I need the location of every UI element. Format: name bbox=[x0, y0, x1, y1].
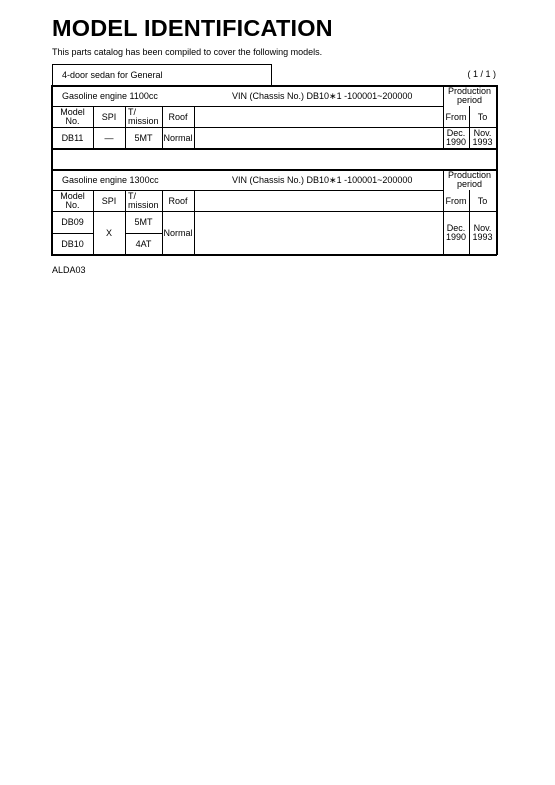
page-indicator: ( 1 / 1 ) bbox=[467, 69, 496, 79]
page-title: MODEL IDENTIFICATION bbox=[52, 15, 333, 41]
engine-label: Gasoline engine 1300cc bbox=[62, 175, 159, 185]
transmission-cell: 5MT bbox=[134, 217, 153, 227]
transmission-header: T/ mission bbox=[128, 107, 159, 126]
production-period-header: Production period bbox=[447, 170, 492, 189]
catalog-tab bbox=[52, 64, 272, 85]
to-header: To bbox=[477, 111, 488, 122]
to-header: To bbox=[477, 195, 488, 206]
spi-header: SPI bbox=[101, 195, 117, 206]
from-header: From bbox=[445, 195, 467, 206]
model-cell: DB10 bbox=[61, 238, 84, 249]
model-no-header: Model No. bbox=[60, 191, 85, 210]
intro-text: This parts catalog has been compiled to cover the following models. bbox=[52, 47, 323, 57]
from-header: From bbox=[445, 111, 467, 122]
catalog-tab-label: 4-door sedan for General bbox=[62, 70, 163, 80]
transmission-cell: 5MT bbox=[134, 132, 153, 143]
roof-header: Roof bbox=[168, 111, 188, 122]
from-cell: Dec. 1990 bbox=[445, 128, 467, 147]
model-cell: DB11 bbox=[61, 132, 84, 143]
transmission-cell: 4AT bbox=[135, 238, 152, 249]
model-cell: DB09 bbox=[61, 217, 84, 227]
spi-header: SPI bbox=[101, 111, 117, 122]
document-code: ALDA03 bbox=[52, 265, 86, 275]
roof-cell: Normal bbox=[163, 132, 193, 143]
to-cell: Nov. 1993 bbox=[472, 223, 493, 242]
model-no-header: Model No. bbox=[60, 107, 85, 126]
spi-cell: — bbox=[104, 132, 114, 143]
to-cell: Nov. 1993 bbox=[472, 128, 493, 147]
roof-header: Roof bbox=[168, 195, 188, 206]
engine-label: Gasoline engine 1100cc bbox=[62, 91, 158, 101]
from-cell: Dec. 1990 bbox=[445, 223, 467, 242]
roof-cell: Normal bbox=[163, 227, 193, 238]
vin-label: VIN (Chassis No.) DB10∗1 -100001~200000 bbox=[232, 175, 413, 185]
transmission-header: T/ mission bbox=[128, 191, 159, 210]
production-period-header: Production period bbox=[447, 86, 492, 105]
vin-label: VIN (Chassis No.) DB10∗1 -100001~200000 bbox=[232, 91, 413, 101]
spi-cell: X bbox=[105, 227, 112, 238]
